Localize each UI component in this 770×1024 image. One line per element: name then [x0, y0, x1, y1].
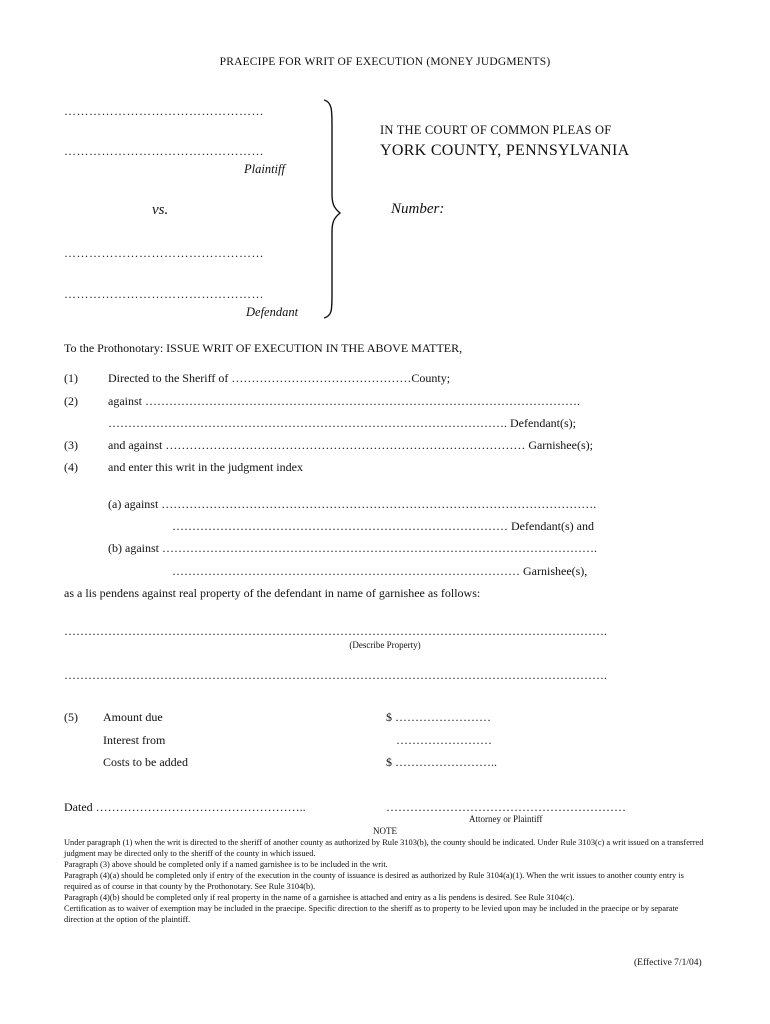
defendant-name-line-1[interactable]: ………………………………………… — [64, 246, 264, 260]
item-4a-against-line-2[interactable]: ………………………………………………………………………… Defendant(s) and — [172, 519, 594, 533]
item-1-sheriff-county[interactable]: Directed to the Sheriff of ………………………………………County; — [108, 371, 451, 385]
item-4b-against-line-1[interactable]: (b) against ………………………………………………………………………………………………. — [108, 541, 597, 555]
defendant-name-line-2[interactable]: ………………………………………… — [64, 287, 264, 301]
interest-from-label: Interest from — [103, 733, 166, 747]
attorney-or-plaintiff-label: Attorney or Plaintiff — [469, 814, 543, 824]
item-2-number: (2) — [64, 394, 78, 408]
plaintiff-name-line-1[interactable]: ………………………………………… — [64, 104, 264, 118]
property-description-line-2[interactable]: ………………………………………………………………………………………………………………………. — [64, 668, 607, 682]
signature-line[interactable]: …………………………………………………… — [386, 800, 626, 814]
plaintiff-label: Plaintiff — [244, 162, 285, 176]
property-description-line-1[interactable]: ………………………………………………………………………………………………………………………. — [64, 624, 607, 638]
court-name-line-1: IN THE COURT OF COMMON PLEAS OF — [380, 123, 612, 137]
court-name-line-2: YORK COUNTY, PENNSYLVANIA — [380, 142, 630, 159]
effective-date: (Effective 7/1/04) — [634, 958, 702, 968]
amount-due-field[interactable]: $ …………………… — [386, 710, 491, 724]
costs-field[interactable]: $ …………………….. — [386, 755, 497, 769]
form-title: PRAECIPE FOR WRIT OF EXECUTION (MONEY JUDGMENTS) — [219, 56, 551, 68]
costs-label: Costs to be added — [103, 755, 188, 769]
item-1-number: (1) — [64, 371, 78, 385]
case-number-field[interactable] — [452, 202, 692, 220]
interest-from-field[interactable]: …………………… — [396, 733, 492, 747]
item-2-defendant-line-1[interactable]: against ………………………………………………………………………………………………. — [108, 394, 580, 408]
item-4a-against-line-1[interactable]: (a) against ………………………………………………………………………………………………. — [108, 497, 597, 511]
note-paragraph-3: Paragraph (4)(a) should be completed only if entry of the execution in the county of issuance is desired as authorized by Rule 3104(a)(1). When the writ issues to another county entry is required as of course in that county by the Prothonotary. See Rule 3104(b). — [64, 871, 684, 891]
item-2-defendant-line-2[interactable]: ………………………………………………………………………………………. Defendant(s); — [108, 416, 576, 430]
instruction-text: To the Prothonotary: ISSUE WRIT OF EXECUTION IN THE ABOVE MATTER, — [64, 341, 463, 355]
note-heading: NOTE — [373, 826, 397, 836]
case-number-label: Number: — [391, 201, 445, 217]
plaintiff-name-line-2[interactable]: ………………………………………… — [64, 144, 264, 158]
amount-due-label: Amount due — [103, 710, 163, 724]
item-4-number: (4) — [64, 460, 78, 474]
note-paragraph-5: Certification as to waiver of exemption may be included in the praecipe. Specific direction to the sheriff as to property to be levied upon may be included in the praecipe or by separate direction at the option of the plaintiff. — [64, 904, 679, 924]
lis-pendens-text: as a lis pendens against real property of the defendant in name of garnishee as follows: — [64, 586, 481, 600]
note-paragraph-1: Under paragraph (1) when the writ is directed to the sheriff of another county as authorized by Rule 3103(b), the county should be indicated. Under Rule 3103(c) a writ issued on a transferred judgment may be directed only to the sheriff of the county in which issued. — [64, 838, 704, 858]
item-3-number: (3) — [64, 438, 78, 452]
item-4b-against-line-2[interactable]: …………………………………………………………………………… Garnishee(s), — [172, 564, 588, 578]
note-paragraph-2: Paragraph (3) above should be completed only if a named garnishee is to be included in the writ. — [64, 860, 388, 869]
item-5-number: (5) — [64, 710, 78, 724]
note-paragraph-4: Paragraph (4)(b) should be completed only if real property in the name of a garnishee is attached and entry as a lis pendens is desired. See Rule 3104(c). — [64, 893, 575, 902]
defendant-label: Defendant — [246, 305, 299, 319]
item-4-text: and enter this writ in the judgment index — [108, 460, 303, 474]
caption-brace — [318, 96, 344, 322]
dated-field[interactable]: Dated …………………………………………….. — [64, 800, 306, 814]
versus-label: vs. — [152, 202, 169, 218]
item-3-garnishee[interactable]: and against ……………………………………………………………………………… Garnishee(s); — [108, 438, 593, 452]
describe-property-label: (Describe Property) — [349, 640, 421, 650]
